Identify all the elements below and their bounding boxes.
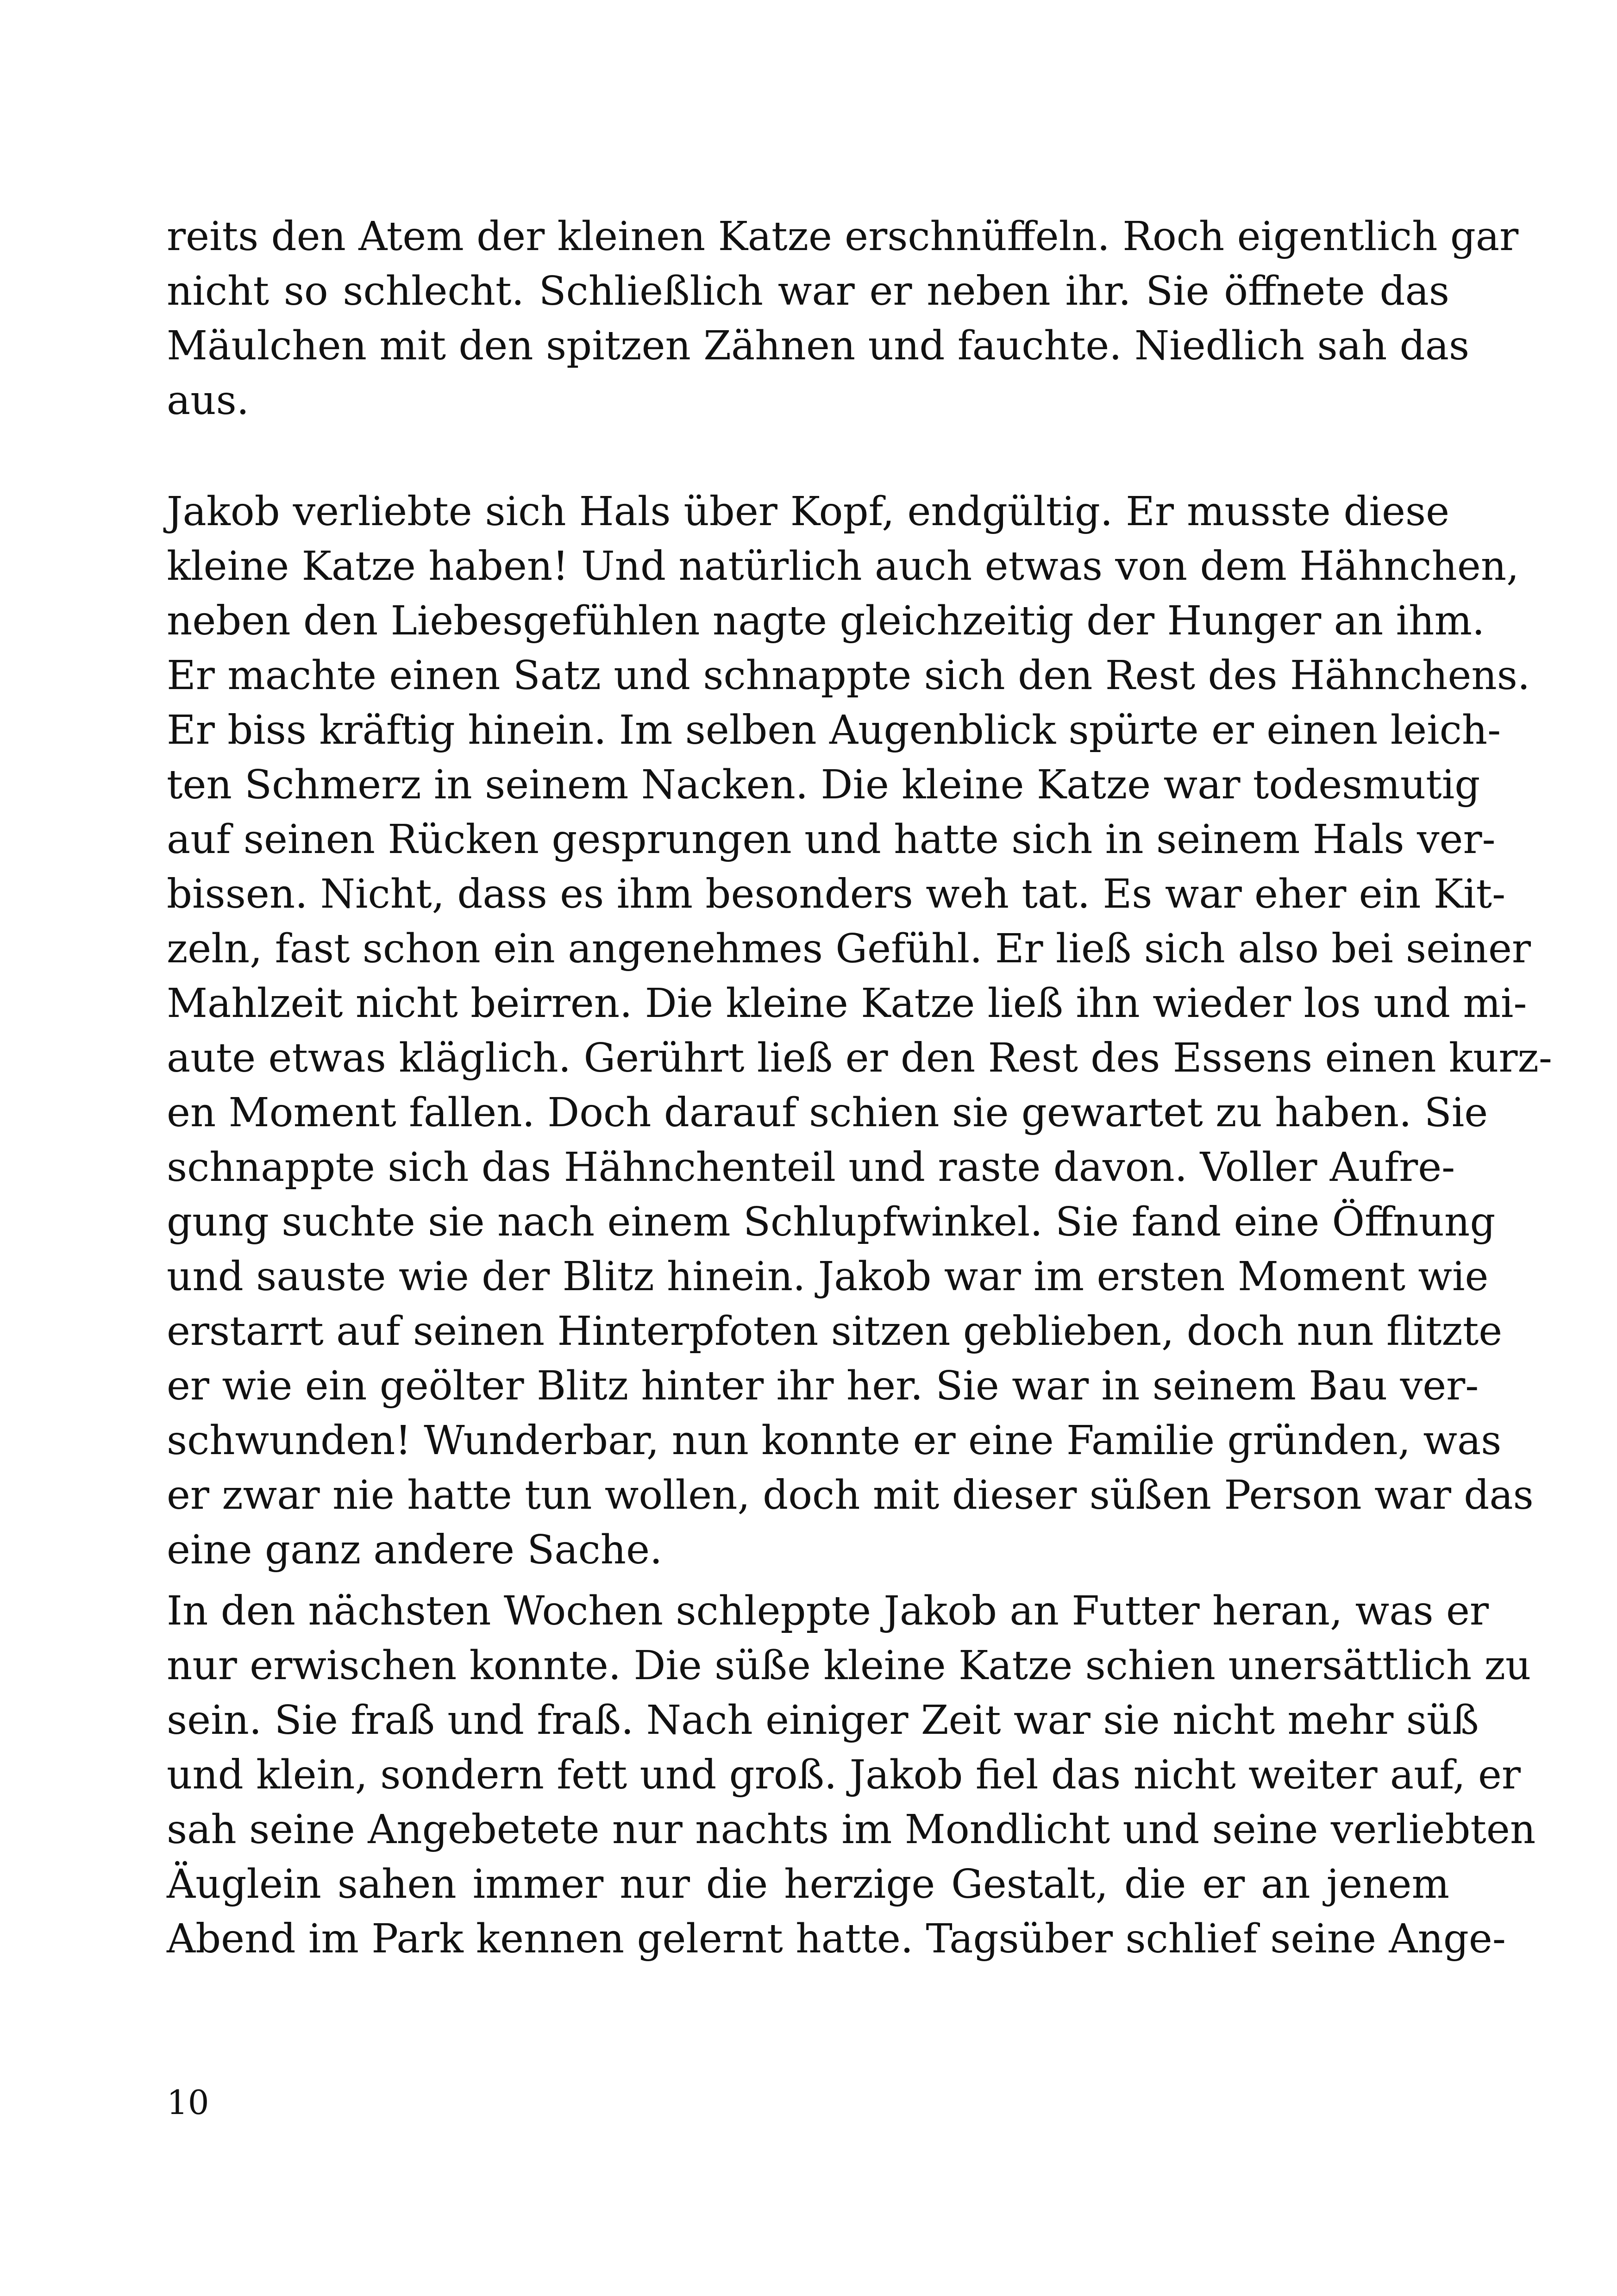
text-line: sah seine Angebetete nur nachts im Mondlicht und seine verliebten — [167, 1807, 1536, 1853]
text-line: zeln, fast schon ein angenehmes Gefühl. Er ließ sich also bei seiner — [167, 926, 1531, 972]
text-line: Jakob verliebte sich Hals über Kopf, endgültig. Er musste diese — [167, 489, 1449, 535]
text-line: kleine Katze haben! Und natürlich auch etwas von dem Hähnchen, — [167, 543, 1519, 590]
text-line: Er biss kräftig hinein. Im selben Augenblick spürte er einen leich- — [167, 707, 1501, 753]
text-line: und klein, sondern fett und groß. Jakob fiel das nicht weiter auf, er — [167, 1752, 1521, 1798]
text-line: Mäulchen mit den spitzen Zähnen und fauchte. Niedlich sah das — [167, 323, 1470, 369]
text-line: schwunden! Wunderbar, nun konnte er eine Familie gründen, was — [167, 1418, 1502, 1464]
text-line: schnappte sich das Hähnchenteil und raste davon. Voller Aufre- — [167, 1144, 1455, 1191]
text-line: bissen. Nicht, dass es ihm besonders weh tat. Es war eher ein Kit- — [167, 871, 1506, 917]
text-line: Äuglein sahen immer nur die herzige Gestalt, die er an jenem — [167, 1861, 1449, 1907]
paragraph-2 — [167, 484, 1552, 1577]
text-line: er zwar nie hatte tun wollen, doch mit dieser süßen Person war das — [167, 1472, 1534, 1518]
text-line: erstarrt auf seinen Hinterpfoten sitzen geblieben, doch nun flitzte — [167, 1308, 1503, 1355]
text-line: und sauste wie der Blitz hinein. Jakob war im ersten Moment wie — [167, 1254, 1489, 1300]
text-line: er wie ein geölter Blitz hinter ihr her. Sie war in seinem Bau ver- — [167, 1363, 1479, 1409]
text-line: sein. Sie fraß und fraß. Nach einiger Zeit war sie nicht mehr süß — [167, 1697, 1479, 1744]
text-line: nicht so schlecht. Schließlich war er neben ihr. Sie öffnete das — [167, 268, 1449, 314]
text-line: neben den Liebesgefühlen nagte gleichzeitig der Hunger an ihm. — [167, 598, 1485, 644]
text-line: aus. — [167, 377, 250, 424]
text-line: aute etwas kläglich. Gerührt ließ er den Rest des Essens einen kurz- — [167, 1035, 1552, 1081]
paragraph-3 — [167, 1584, 1536, 1966]
text-line: gung suchte sie nach einem Schlupfwinkel. Sie fand eine Öffnung — [167, 1199, 1496, 1245]
text-line: Abend im Park kennen gelernt hatte. Tagsüber schlief seine Ange- — [167, 1916, 1506, 1962]
text-line: Er machte einen Satz und schnappte sich den Rest des Hähnchens. — [167, 652, 1530, 699]
text-line: nur erwischen konnte. Die süße kleine Katze schien unersättlich zu — [167, 1643, 1531, 1689]
text-line: eine ganz andere Sache. — [167, 1527, 663, 1573]
text-line: Mahlzeit nicht beirren. Die kleine Katze ließ ihn wieder los und mi- — [167, 980, 1527, 1027]
text-line: auf seinen Rücken gesprungen und hatte sich in seinem Hals ver- — [167, 816, 1496, 863]
paragraph-1 — [167, 209, 1519, 428]
text-line: In den nächsten Wochen schleppte Jakob an Futter heran, was er — [167, 1588, 1489, 1634]
text-line: ten Schmerz in seinem Nacken. Die kleine Katze war todesmutig — [167, 762, 1480, 808]
page-number: 10 — [167, 2083, 209, 2122]
text-line: reits den Atem der kleinen Katze erschnüffeln. Roch eigentlich gar — [167, 213, 1519, 260]
text-line: en Moment fallen. Doch darauf schien sie gewartet zu haben. Sie — [167, 1090, 1488, 1136]
